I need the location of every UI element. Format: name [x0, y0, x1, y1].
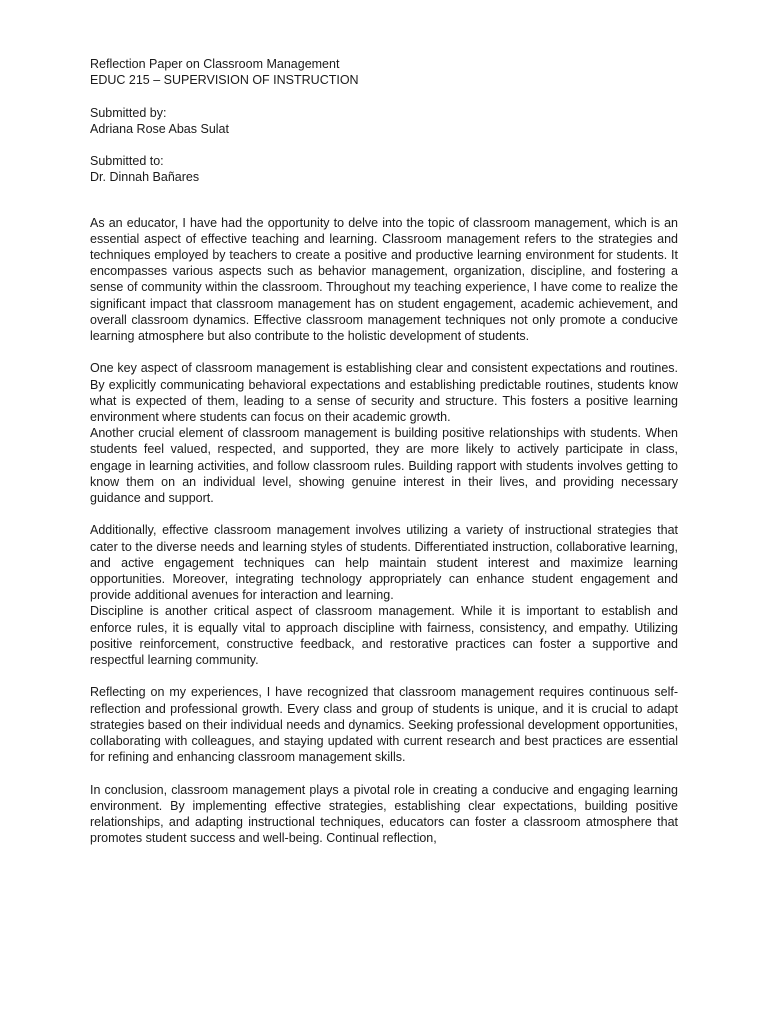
paper-title: Reflection Paper on Classroom Management	[90, 57, 340, 71]
submitted-to-block	[90, 153, 678, 185]
header-block	[90, 56, 678, 88]
body-paragraph-relationships: Another crucial element of classroom management is building positive relationships with students. When students feel valued, respected, and supported, they are more likely to actively participate in class, engage in learning activities, and follow classroom rules. Building rapport with students involves getting to know them on an individual level, showing genuine interest in their lives, and providing necessary guidance and support.	[90, 426, 678, 506]
body-paragraph-reflection: Reflecting on my experiences, I have recognized that classroom management requires continuous self-reflection and professional growth. Every class and group of students is unique, and it is crucial to adapt strategies based on their individual needs and dynamics. Seeking professional development opportunities, collaborating with colleagues, and staying updated with current research and best practices are essential for refining and enhancing classroom management skills.	[90, 685, 678, 765]
submitted-by-block	[90, 105, 678, 137]
body-paragraph-conclusion: In conclusion, classroom management plays a pivotal role in creating a conducive and engaging learning environment. By implementing effective strategies, establishing clear expectations, building positive relationships, and adapting instructional techniques, educators can foster a classroom atmosphere that promotes student success and well-being. Continual reflection,	[90, 782, 678, 846]
course-title: EDUC 215 – SUPERVISION OF INSTRUCTION	[90, 73, 359, 88]
body-paragraph-discipline: Discipline is another critical aspect of classroom management. While it is important to establish and enforce rules, it is equally vital to approach discipline with fairness, consistency, and empathy. Utilizing positive reinforcement, constructive feedback, and restorative practices can foster a supportive and respectful learning community.	[90, 604, 678, 668]
submitted-by-name: Adriana Rose Abas Sulat	[90, 121, 229, 136]
submitted-to-label: Submitted to:	[90, 154, 164, 169]
section-spacer	[90, 186, 678, 215]
submitted-by-label: Submitted by:	[90, 105, 167, 120]
submitted-to-name: Dr. Dinnah Bañares	[90, 170, 200, 185]
document-content	[90, 56, 678, 863]
body-paragraph-strategies: Additionally, effective classroom management involves utilizing a variety of instructional strategies that cater to the diverse needs and learning styles of students. Differentiated instruction, collaborative learning, and active engagement techniques can help maintain student interest and maximize learning opportunities. Moreover, integrating technology appropriately can enhance student engagement and provide additional avenues for interaction and learning.	[90, 523, 678, 603]
body-paragraph-intro: As an educator, I have had the opportunity to delve into the topic of classroom management, which is an essential aspect of effective teaching and learning. Classroom management refers to the strategies and techniques employed by teachers to create a positive and productive learning environment for students. It encompasses various aspects such as behavior management, organization, discipline, and fostering a sense of community within the classroom. Throughout my teaching experience, I have come to realize the significant impact that classroom management has on student engagement, academic achievement, and overall classroom dynamics. Effective classroom management techniques not only promote a conducive learning atmosphere but also contribute to the holistic development of students.	[90, 215, 678, 344]
body-paragraph-expectations: One key aspect of classroom management is establishing clear and consistent expectations and routines. By explicitly communicating behavioral expectations and establishing predictable routines, students know what is expected of them, leading to a sense of security and structure. This fosters a positive learning environment where students can focus on their academic growth.	[90, 361, 678, 425]
